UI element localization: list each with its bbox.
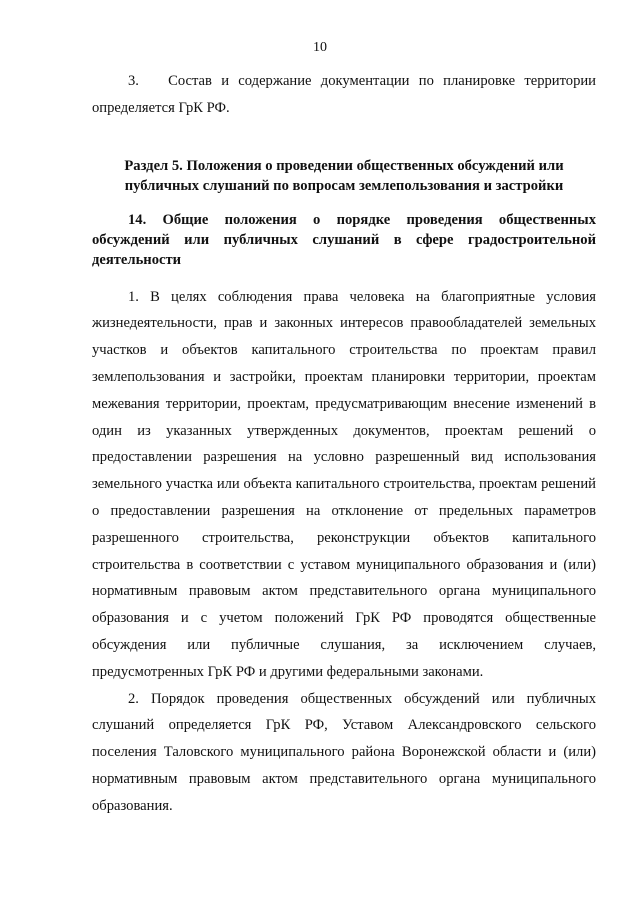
paragraph-1: 1. В целях соблюдения права человека на благоприятные условия жизнедеятельности, прав и законных интересов правообладателей земельных участков и объектов капитального строительства по проектам правил землепользования и застройки, проектам планировки территории, проектам межевания территории, проектам, предусматривающим внесение изменений в один из указанных утвержденных документов, проектам решений о предоставлении разрешения на условно разрешенный вид использования земельного участка или объекта капитального строительства, проектам решений о предоставлении разрешения на отклонение от предельных параметров разрешенного строительства, реконструкции объектов капитального строительства в соответствии с уставом муниципального образования и (или) нормативным правовым актом представительного органа муниципального образования и с учетом положений ГрК РФ проводятся общественные обсуждения или публичные слушания, за исключением случаев, предусмотренных ГрК РФ и другими федеральными законами.	[92, 288, 596, 680]
section-heading: Раздел 5. Положения о проведении общественных обсуждений или публичных слушаний по вопросам землепользования и застройки	[124, 157, 564, 194]
subsection-heading: 14. Общие положения о порядке проведения общественных обсуждений или публичных слушаний в сфере градостроительной деятельности	[92, 211, 596, 268]
page-number: 10	[313, 40, 327, 55]
document-body	[92, 68, 596, 820]
paragraph-2: 2. Порядок проведения общественных обсуждений или публичных слушаний определяется ГрК РФ, Уставом Александровского сельского поселения Таловского муниципального района Воронежской области и (или) нормативным правовым актом представительного органа муниципального образования.	[92, 690, 596, 814]
paragraph-item-3: 3. Состав и содержание документации по планировке территории определяется ГрК РФ.	[92, 73, 596, 116]
